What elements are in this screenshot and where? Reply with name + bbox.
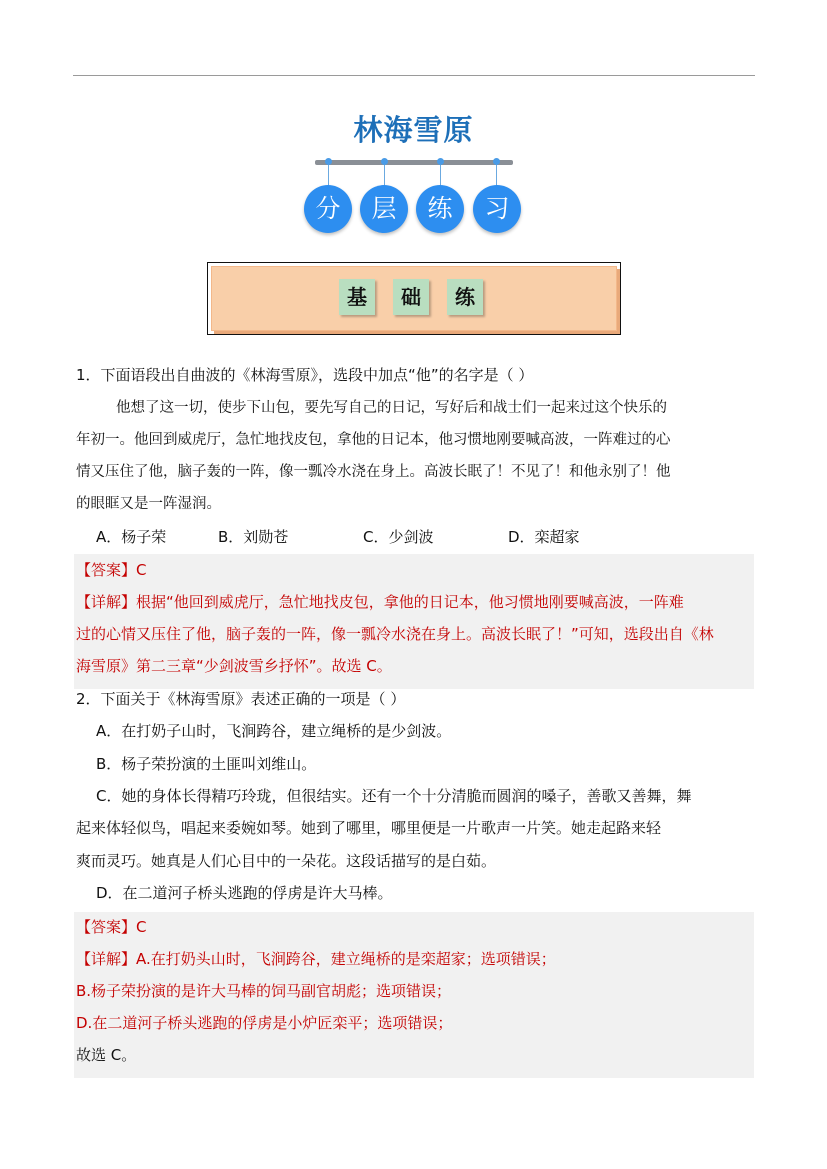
title-connector-bar [315,160,513,165]
q2-answer-label: 【答案】 [76,918,137,936]
q1-option-b: B．刘勋苍 [218,528,289,546]
q1-detail-line [76,592,684,612]
subtitle-circle-1: 分 [304,185,352,233]
q2-answer [76,917,147,937]
section-banner-inner [211,266,617,331]
section-tile-2: 础 [393,279,429,315]
q1-detail-line: 海雪原》第二三章“少剑波雪乡抒怀”。故选 C。 [76,657,392,675]
subtitle-circle-2: 层 [360,185,408,233]
section-tile-1: 基 [339,279,375,315]
q1-passage-line: 的眼眶又是一阵湿润。 [76,496,221,512]
q2-detail-line: D.在二道河子桥头逃跑的俘虏是小炉匠栾平；选项错误； [76,1014,453,1032]
q2-option-d: D．在二道河子桥头逃跑的俘虏是许大马棒。 [96,884,393,902]
q1-stem: 1．下面语段出自曲波的《林海雪原》，选段中加点“他”的名字是（ ） [76,366,534,384]
q2-stem: 2．下面关于《林海雪原》表述正确的一项是（ ） [76,690,406,708]
q2-detail-label: 【详解】 [76,950,137,968]
q1-answer-label: 【答案】 [76,561,137,579]
q1-option-c: C．少剑波 [363,528,434,546]
q2-option-a: A．在打奶子山时，飞涧跨谷，建立绳桥的是少剑波。 [96,722,452,740]
q1-passage-line: 年初一。他回到威虎厅，急忙地找皮包，拿他的日记本，他习惯地刚要喊高波，一阵难过的心 [76,432,671,448]
q1-option-d: D．栾超家 [508,528,580,546]
q2-option-c-cont: 起来体轻似鸟，唱起来委婉如琴。她到了哪里，哪里便是一片歌声一片笑。她走起路来轻 [76,819,662,837]
q2-answer-value: C [136,918,147,936]
q1-detail-line: 过的心情又压住了他，脑子轰的一阵，像一瓢冷水浇在身上。高波长眠了！”可知，选段出自《林 [76,625,714,643]
page-title: 林海雪原 [353,113,474,147]
connector-dot [325,158,332,165]
header-rule [73,75,755,76]
subtitle-circle-4: 习 [473,185,521,233]
q2-detail-conclusion: 故选 C。 [76,1046,137,1064]
q2-detail-line [76,949,556,969]
subtitle-circle-3: 练 [416,185,464,233]
connector-dot [381,158,388,165]
q2-option-b: B．杨子荣扮演的土匪叫刘维山。 [96,755,317,773]
q1-answer [76,560,147,580]
q2-detail-line: B.杨子荣扮演的是许大马棒的饲马副官胡彪；选项错误； [76,982,452,1000]
q2-option-c-cont: 爽而灵巧。她真是人们心目中的一朵花。这段话描写的是白茹。 [76,852,497,870]
q2-option-c: C．她的身体长得精巧玲珑，但很结实。还有一个十分清脆而圆润的嗓子，善歌又善舞，舞 [96,787,692,805]
q1-answer-value: C [136,561,147,579]
q2-detail-text: A.在打奶头山时，飞涧跨谷，建立绳桥的是栾超家；选项错误； [136,950,556,968]
connector-dot [493,158,500,165]
q1-detail-text: 根据“他回到威虎厅，急忙地找皮包，拿他的日记本，他习惯地刚要喊高波，一阵难 [136,593,684,611]
q1-detail-label: 【详解】 [76,593,137,611]
section-banner [207,262,621,335]
q1-option-a: A．杨子荣 [96,528,167,546]
connector-dot [437,158,444,165]
q1-passage-line: 他想了这一切，使步下山包，要先写自己的日记，写好后和战士们一起来过这个快乐的 [116,400,667,416]
section-tile-3: 练 [447,279,483,315]
q1-passage-line: 情又压住了他，脑子轰的一阵，像一瓢冷水浇在身上。高波长眠了！不见了！和他永别了！他 [76,464,671,480]
